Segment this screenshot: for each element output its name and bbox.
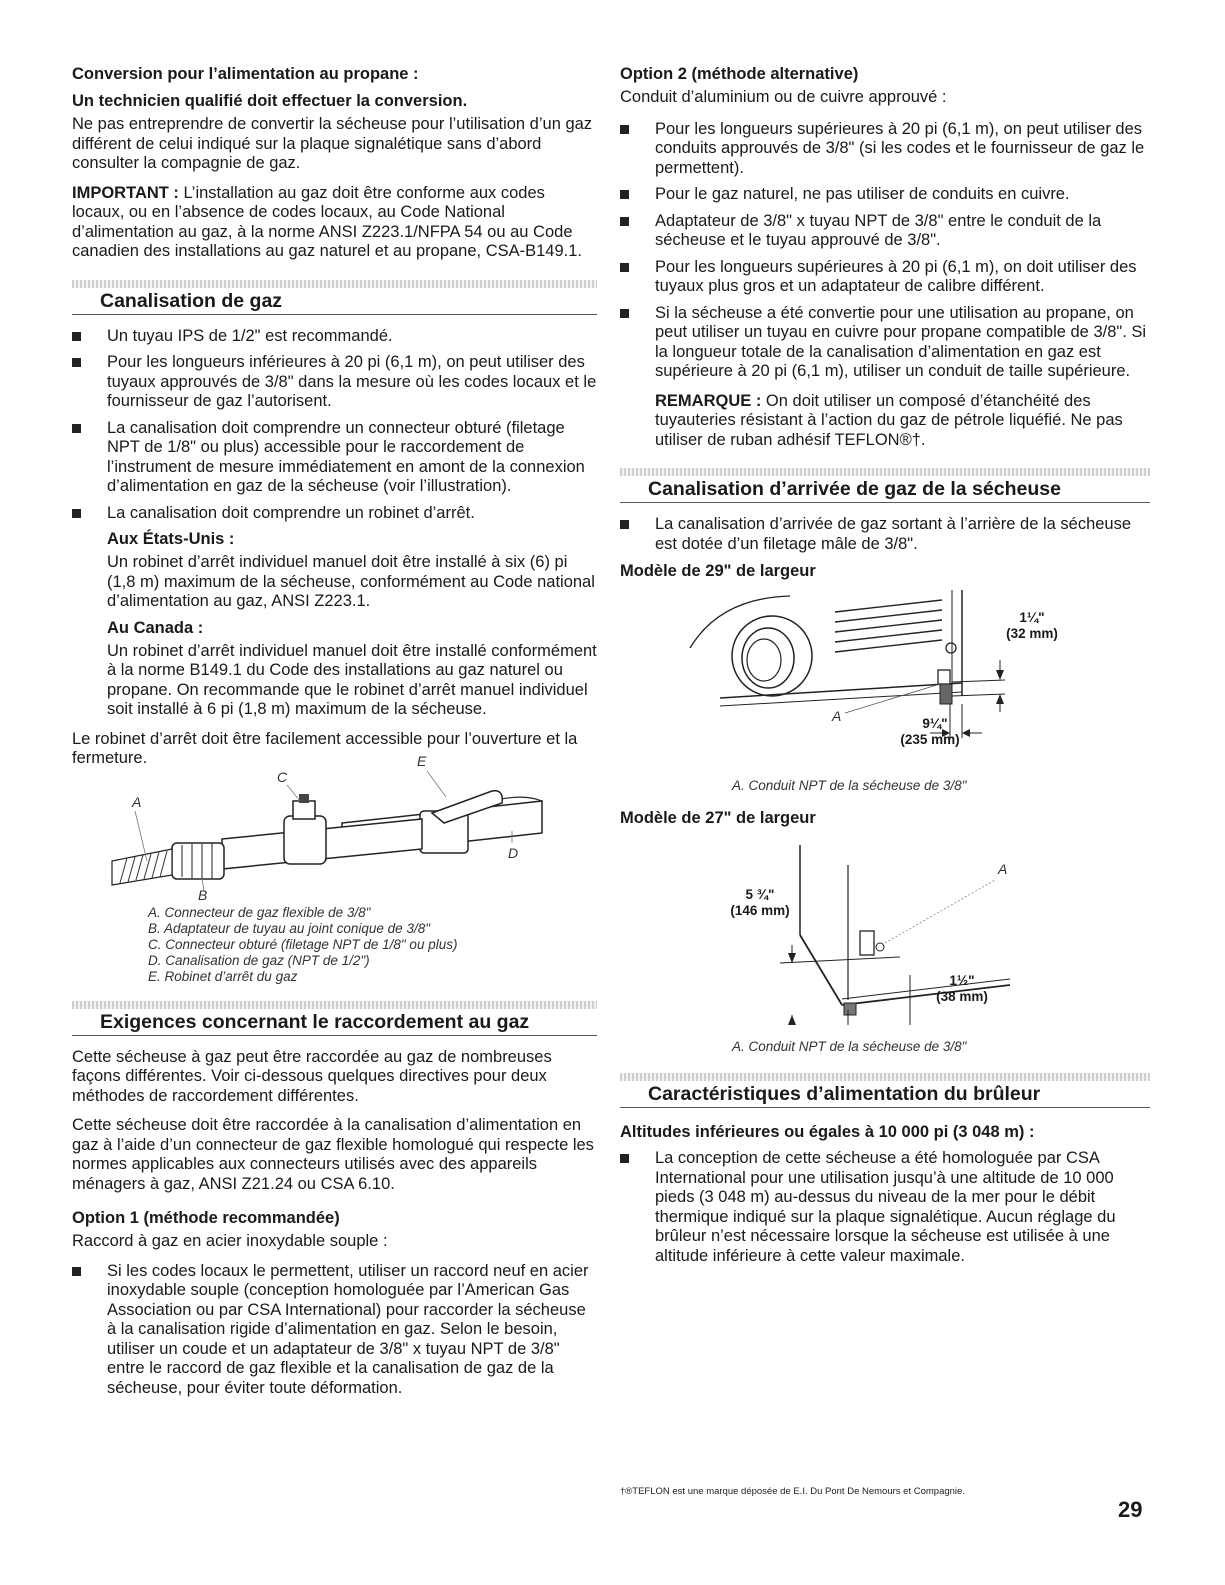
list-item: Pour le gaz naturel, ne pas utiliser de conduits en cuivre.: [620, 185, 1150, 205]
gas-connection-figure: [72, 752, 597, 903]
important-paragraph: [72, 184, 597, 262]
figure-label-b: B: [198, 886, 208, 903]
important-label: IMPORTANT :: [72, 183, 179, 202]
list-item: Adaptateur de 3/8" x tuyau NPT de 3/8" entre le conduit de la sécheuse et le tuyau approuvé de 3/8".: [620, 212, 1150, 251]
model27-title: Modèle de 27" de largeur: [620, 809, 816, 827]
section-band: [620, 1073, 1150, 1081]
caption-d: D. Canalisation de gaz (NPT de 1/2"): [148, 952, 370, 968]
remarque-label: REMARQUE :: [655, 391, 762, 410]
section-title: Canalisation de gaz: [72, 288, 597, 315]
bullet-icon: [72, 358, 81, 367]
model29-figure: [660, 588, 1150, 768]
canada-title: Au Canada :: [107, 618, 204, 637]
model29-title: Modèle de 29" de largeur: [620, 562, 816, 580]
list-item: Si la sécheuse a été convertie pour une utilisation au propane, on peut utiliser un tuyau en cuivre pour propane compatible de 3/8". Si la longueur totale de la canalisation d’alimentation en gaz est supérieure à 20 pi (6,1 m), utiliser un conduit de taille supérieure. REMARQUE : On doit utiliser un composé d’étanchéité des tuyauteries résistant à l’action du gaz de pétrole liquéfié. Ne pas utiliser de ruban adhésif TEFLON®†.: [620, 304, 1150, 451]
list-item: Si les codes locaux le permettent, utiliser un raccord neuf en acier inoxydable souple (conception homologuée par l’American Gas Association ou par CSA International) pour raccorder la sécheuse à la canalisation rigide d’alimentation en gaz. Selon le besoin, utiliser un coude et un adaptateur de 3/8" x tuyau NPT de 3/8" entre le raccord de gaz flexible et la canalisation de gaz de la sécheuse, pour éviter toute déformation.: [72, 1262, 597, 1399]
model27-dim-2: 1½" (38 mm): [936, 973, 988, 1004]
altitude-bullets: [620, 1149, 1150, 1266]
conversion-subtitle: Un technicien qualifié doit effectuer la conversion.: [72, 92, 468, 110]
bullet-icon: [620, 263, 629, 272]
section-gas-connection-requirements: [72, 1001, 597, 1036]
usa-text: Un robinet d’arrêt individuel manuel doit être installé à six (6) pi (1,8 m) maximum de la sécheuse, conformément au Code national d’alimentation au gaz, ANSI Z223.1.: [107, 553, 595, 610]
model29-dim-2: 9¼" (235 mm): [900, 716, 960, 747]
caption-b: B. Adaptateur de tuyau au joint conique de 3/8": [148, 920, 430, 936]
page-number: 29: [1118, 1497, 1143, 1522]
caption-e: E. Robinet d’arrêt du gaz: [148, 968, 298, 984]
gas-line-bullets: [72, 327, 597, 720]
footnote: †®TEFLON est une marque déposée de E.I. Du Pont De Nemours et Compagnie.: [620, 1486, 965, 1497]
option2-bullets: [620, 120, 1150, 451]
section-title: Canalisation d’arrivée de gaz de la sécheuse: [620, 476, 1150, 503]
important-text: L’installation au gaz doit être conforme aux codes locaux, ou en l’absence de codes locaux, au Code National d’alimentation au gaz, à la norme ANSI Z223.1/NFPA 54 ou au Code canadien des installations au gaz naturel et au propane, CSA-B149.1.: [72, 183, 583, 260]
usa-title: Aux États-Unis :: [107, 530, 235, 548]
list-item: La conception de cette sécheuse a été homologuée par CSA International pour une utilisation jusqu’à une altitude de 10 000 pieds (3 048 m) au-dessus du niveau de la mer pour le débit thermique indiqué sur la plaque signalétique. Aucun réglage du brûleur n’est nécessaire lorsque la sécheuse est utilisée à une altitude inférieure à cette valeur maximale.: [620, 1149, 1150, 1266]
list-item: Un tuyau IPS de 1/2" est recommandé.: [72, 327, 597, 347]
option1-subtitle: Raccord à gaz en acier inoxydable souple :: [72, 1232, 388, 1250]
list-item: La canalisation doit comprendre un connecteur obturé (filetage NPT de 1/8" ou plus) accessible pour le raccordement de l’instrument de mesure immédiatement en amont de la connexion d’alimentation en gaz de la sécheuse (voir l’illustration).: [72, 419, 597, 497]
section-burner-specs: [620, 1073, 1150, 1108]
option1-title: Option 1 (méthode recommandée): [72, 1209, 340, 1227]
figure-label-e: E: [417, 752, 427, 769]
section-band: [620, 468, 1150, 476]
canada-text: Un robinet d’arrêt individuel manuel doit être installé conformément à la norme B149.1 du Code des installations au gaz naturel ou propane. On recommande que le robinet d’arrêt manuel individuel soit installé à 6 pi (1,8 m) maximum de la sécheuse.: [107, 641, 597, 718]
section-band: [72, 1001, 597, 1009]
caption-c: C. Connecteur obturé (filetage NPT de 1/8" ou plus): [148, 936, 458, 952]
bullet-icon: [620, 217, 629, 226]
altitude-title: Altitudes inférieures ou égales à 10 000 pi (3 048 m) :: [620, 1123, 1035, 1141]
list-item: La canalisation d’arrivée de gaz sortant à l’arrière de la sécheuse est dotée d’un filetage mâle de 3/8".: [620, 515, 1150, 554]
list-item: Pour les longueurs supérieures à 20 pi (6,1 m), on peut utiliser des conduits approuvés de 3/8" (si les codes et le fournisseur de gaz le permettent).: [620, 120, 1150, 179]
right-column: [620, 64, 1150, 1276]
gas-connection-illustration: [72, 761, 597, 901]
bullet-icon: [620, 520, 629, 529]
section-dryer-gas-inlet: [620, 468, 1150, 503]
bullet-icon: [72, 509, 81, 518]
list-item: Pour les longueurs inférieures à 20 pi (6,1 m), on peut utiliser des tuyaux approuvés de 3/8" dans la mesure où les codes locaux et le fournisseur de gaz l’autorisent.: [72, 353, 597, 412]
model27-label-a: A: [998, 861, 1008, 877]
remarque-paragraph: [655, 392, 1150, 451]
model27-caption: A. Conduit NPT de la sécheuse de 3/8": [732, 1039, 967, 1054]
option2-title: Option 2 (méthode alternative): [620, 65, 859, 83]
option2-subtitle: Conduit d’aluminium ou de cuivre approuvé :: [620, 88, 947, 106]
model29-label-a: A: [832, 708, 842, 724]
figure-label-d: D: [508, 844, 519, 861]
bullet-icon: [72, 332, 81, 341]
inlet-bullets: [620, 515, 1150, 554]
bullet-icon: [620, 1154, 629, 1163]
bullet-icon: [72, 424, 81, 433]
model29-caption: A. Conduit NPT de la sécheuse de 3/8": [732, 778, 967, 793]
conversion-title: Conversion pour l’alimentation au propane :: [72, 65, 419, 83]
model29-dim-1: 1¼" (32 mm): [1006, 610, 1058, 641]
valve-paragraph: Le robinet d’arrêt doit être facilement accessible pour l’ouverture et la fermeture.: [72, 729, 578, 767]
option1-bullets: [72, 1262, 597, 1399]
remarque-text: On doit utiliser un composé d’étanchéité des tuyauteries résistant à l’action du gaz de pétrole liquéfié. Ne pas utiliser de ruban adhésif TEFLON®†.: [655, 391, 1123, 449]
bullet-icon: [620, 190, 629, 199]
section-gas-line: [72, 280, 597, 315]
requirements-paragraph-1: Cette sécheuse à gaz peut être raccordée au gaz de nombreuses façons différentes. Voir ci-dessous quelques directives pour deux méthodes de raccordement différentes.: [72, 1047, 552, 1105]
left-column: [72, 64, 597, 1408]
list-item: Pour les longueurs supérieures à 20 pi (6,1 m), on doit utiliser des tuyaux plus gros et un adaptateur de calibre différent.: [620, 258, 1150, 297]
section-title: Caractéristiques d’alimentation du brûleur: [620, 1081, 1150, 1108]
figure-label-a: A: [132, 793, 142, 810]
section-band: [72, 280, 597, 288]
figure-label-c: C: [277, 768, 288, 785]
requirements-paragraph-2: Cette sécheuse doit être raccordée à la canalisation d’alimentation en gaz à l’aide d’un connecteur de gaz flexible homologué qui respecte les normes applicables aux connecteurs utilisés avec des appareils ménagers à gaz, ANSI Z21.24 ou CSA 6.10.: [72, 1116, 594, 1193]
model27-illustration: [660, 835, 1100, 1025]
caption-a: A. Connecteur de gaz flexible de 3/8": [148, 904, 371, 920]
bullet-icon: [620, 125, 629, 134]
bullet-icon: [72, 1267, 81, 1276]
model27-dim-1: 5 ¾" (146 mm): [730, 887, 790, 918]
model27-figure: [660, 835, 1150, 1025]
bullet-icon: [620, 309, 629, 318]
conversion-paragraph: Ne pas entreprendre de convertir la sécheuse pour l’utilisation d’un gaz différent de celui indiqué sur la plaque signalétique sans d’abord consulter la compagnie de gaz.: [72, 115, 593, 172]
list-item: La canalisation doit comprendre un robinet d’arrêt. Aux États-Unis : Un robinet d’arrêt individuel manuel doit être installé à six (6) pi (1,8 m) maximum de la sécheuse, conformément au Code national d’alimentation au gaz, ANSI Z223.1. Au Canada : Un robinet d’arrêt individuel manuel doit être installé conformément à la norme B149.1 du Code des installations au gaz naturel ou propane. On recommande que le robinet d’arrêt manuel individuel soit installé à 6 pi (1,8 m) maximum de la sécheuse.: [72, 504, 597, 720]
section-title: Exigences concernant le raccordement au gaz: [72, 1009, 597, 1036]
gas-connection-captions: [72, 905, 597, 985]
